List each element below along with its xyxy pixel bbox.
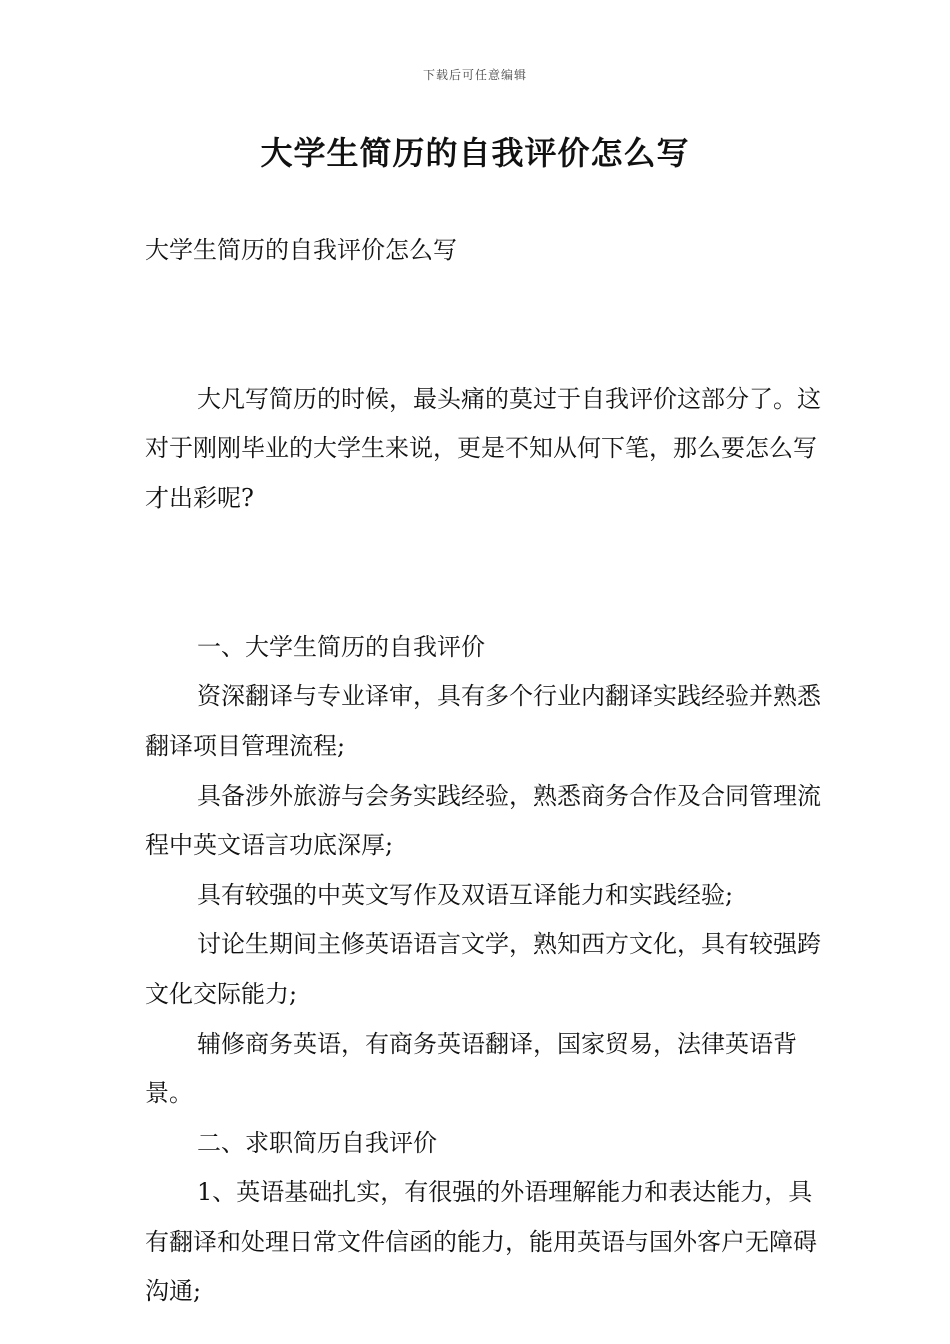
section2-item: 1、英语基础扎实，有很强的外语理解能力和表达能力，具有翻译和处理日常文件信函的能力，能用英语与国外客户无障碍沟通; <box>145 1178 817 1306</box>
spacer <box>145 524 825 574</box>
spacer <box>145 276 825 326</box>
document-title: 大学生简历的自我评价怎么写 <box>260 134 690 172</box>
section-heading-2: 二、求职简历自我评价 <box>197 1128 437 1157</box>
header-note: 下载后可任意编辑 <box>422 68 527 82</box>
section1-item: 辅修商务英语，有商务英语翻译，国家贸易，法律英语背景。 <box>145 1029 797 1108</box>
section1-item: 具有较强的中英文写作及双语互译能力和实践经验; <box>197 880 734 909</box>
section1-item: 资深翻译与专业译审，具有多个行业内翻译实践经验并熟悉翻译项目管理流程; <box>145 682 821 760</box>
section-heading-1: 一、大学生简历的自我评价 <box>197 632 485 661</box>
section1-item: 具备涉外旅游与会务实践经验，熟悉商务合作及合同管理流程中英文语言功底深厚; <box>145 781 821 860</box>
intro-paragraph: 大凡写简历的时候，最头痛的莫过于自我评价这部分了。这对于刚刚毕业的大学生来说，更是不知从何下笔，那么要怎么写才出彩呢? <box>145 384 821 512</box>
document-subtitle: 大学生简历的自我评价怎么写 <box>145 236 457 264</box>
document-body <box>145 226 825 1317</box>
spacer <box>145 325 825 375</box>
section1-item: 讨论生期间主修英语语言文学，熟知西方文化，具有较强跨文化交际能力; <box>145 930 821 1008</box>
spacer <box>145 573 825 623</box>
